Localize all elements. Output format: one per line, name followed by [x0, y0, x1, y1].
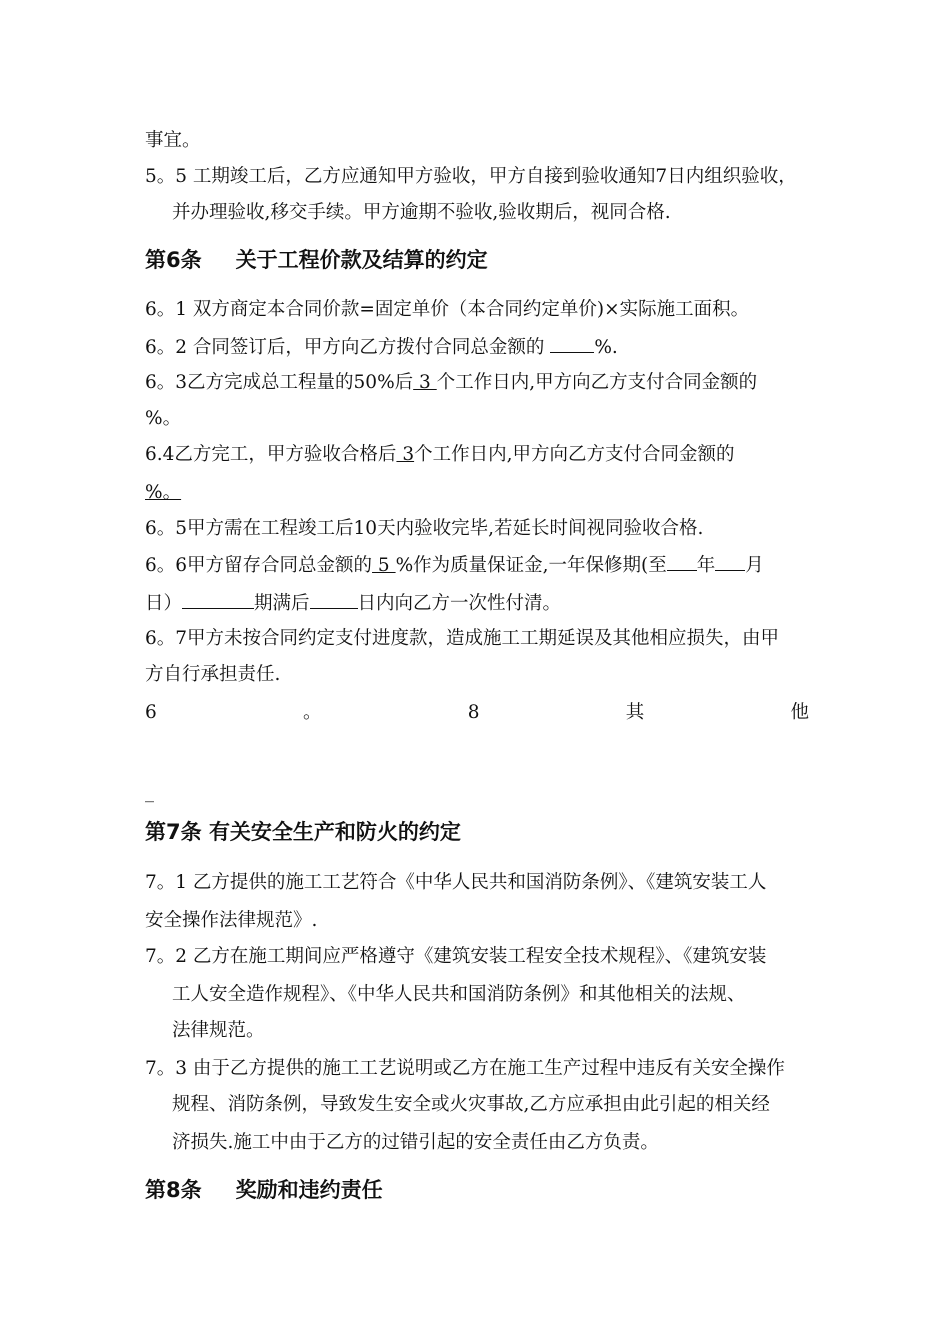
fill-blank [667, 552, 697, 571]
clause-7-3-cont: 济损失.施工中由于乙方的过错引起的安全责任由乙方负责。 [172, 1132, 659, 1153]
clause-6-3-cont: %。 [145, 408, 182, 429]
clause-6-7-cont: 方自行承担责任. [145, 664, 281, 685]
clause-6-8 [145, 700, 809, 726]
clause-6-6 [145, 552, 815, 579]
clause-6-5: 6。5甲方需在工程竣工后10天内验收完毕,若延长时间视同验收合格. [145, 518, 704, 539]
clause-text: 月 [745, 555, 764, 576]
days-value: 3 [396, 444, 415, 465]
underscore-mark: _ [145, 782, 154, 803]
fill-blank [715, 552, 745, 571]
clause-text: 6.4乙方完工，甲方验收合格后 [145, 444, 397, 465]
clause-6-4-cont [145, 480, 815, 506]
clause-7-2-cont: 工人安全造作规程》、《中华人民共和国消防条例》和其他相关的法规、 [172, 984, 746, 1005]
clause-token: 8 [467, 702, 480, 723]
clause-6-7: 6。7甲方未按合同约定支付进度款，造成施工工期延误及其他相应损失，由甲 [145, 628, 780, 649]
fill-blank [182, 590, 254, 609]
fill-blank [310, 590, 358, 609]
section-7-heading [145, 818, 461, 846]
clause-text: 6。2 合同签订后，甲方向乙方拨付合同总金额的 [145, 337, 551, 358]
clause-6-1: 6。1 双方商定本合同价款=固定单价（本合同约定单价)×实际施工面积。 [145, 299, 750, 320]
clause-text: 6。3乙方完成总工程量的50%后 [145, 372, 414, 393]
clause-text: %. [594, 337, 618, 358]
clause-5-5: 5。5 工期竣工后，乙方应通知甲方验收，甲方自接到验收通知7日内组织验收， [145, 166, 797, 187]
clause-text: 个工作日内,甲方向乙方支付合同金额的 [436, 372, 758, 393]
clause-text: 6。6甲方留存合同总金额的 [145, 555, 373, 576]
percent-value: 5 [372, 555, 396, 576]
section-number: 第8条 [145, 1178, 202, 1202]
fill-blank [550, 334, 594, 353]
clause-7-3-cont: 规程、消防条例，导致发生安全或火灾事故,乙方应承担由此引起的相关经 [172, 1094, 770, 1115]
clause-7-2: 7。2 乙方在施工期间应严格遵守《建筑安装工程安全技术规程》、《建筑安装 [145, 946, 767, 967]
section-number: 第7条 [145, 820, 202, 844]
clause-token: 。 [303, 702, 322, 723]
section-6-heading [145, 246, 488, 274]
section-number: 第6条 [145, 248, 202, 272]
section-title: 关于工程价款及结算的约定 [235, 248, 488, 272]
clause-token: 他 [790, 702, 809, 723]
days-value: 3 [413, 372, 437, 393]
clause-text: 期满后 [254, 593, 310, 614]
clause-token: 其 [625, 702, 645, 723]
clause-7-2-cont: 法律规范。 [172, 1020, 265, 1041]
clause-text: %。 [145, 482, 182, 503]
clause-7-1: 7。1 乙方提供的施工工艺符合《中华人民共和国消防条例》、《建筑安装工人 [145, 872, 767, 893]
clause-token: 6 [145, 702, 157, 723]
clause-7-3: 7。3 由于乙方提供的施工工艺说明或乙方在施工生产过程中违反有关安全操作 [145, 1058, 785, 1079]
clause-6-3 [145, 370, 815, 396]
clause-6-4 [145, 442, 815, 468]
clause-text: 日内向乙方一次性付清。 [357, 593, 562, 614]
clause-text: 个工作日内,甲方向乙方支付合同金额的 [414, 444, 735, 465]
section-8-heading [145, 1176, 383, 1204]
clause-5-5-cont: 并办理验收,移交手续。甲方逾期不验收,验收期后，视同合格. [172, 202, 671, 223]
clause-text: 年 [696, 555, 716, 576]
clause-6-6-cont [145, 590, 815, 617]
clause-text: 日） [145, 593, 183, 614]
text-line: 事宜。 [145, 130, 201, 151]
clause-text: %作为质量保证金,一年保修期(至 [395, 555, 667, 576]
clause-6-2 [145, 334, 815, 361]
clause-7-1-cont: 安全操作法律规范》. [145, 910, 318, 931]
section-title: 有关安全生产和防火的约定 [208, 820, 461, 844]
section-title: 奖励和违约责任 [235, 1178, 383, 1202]
